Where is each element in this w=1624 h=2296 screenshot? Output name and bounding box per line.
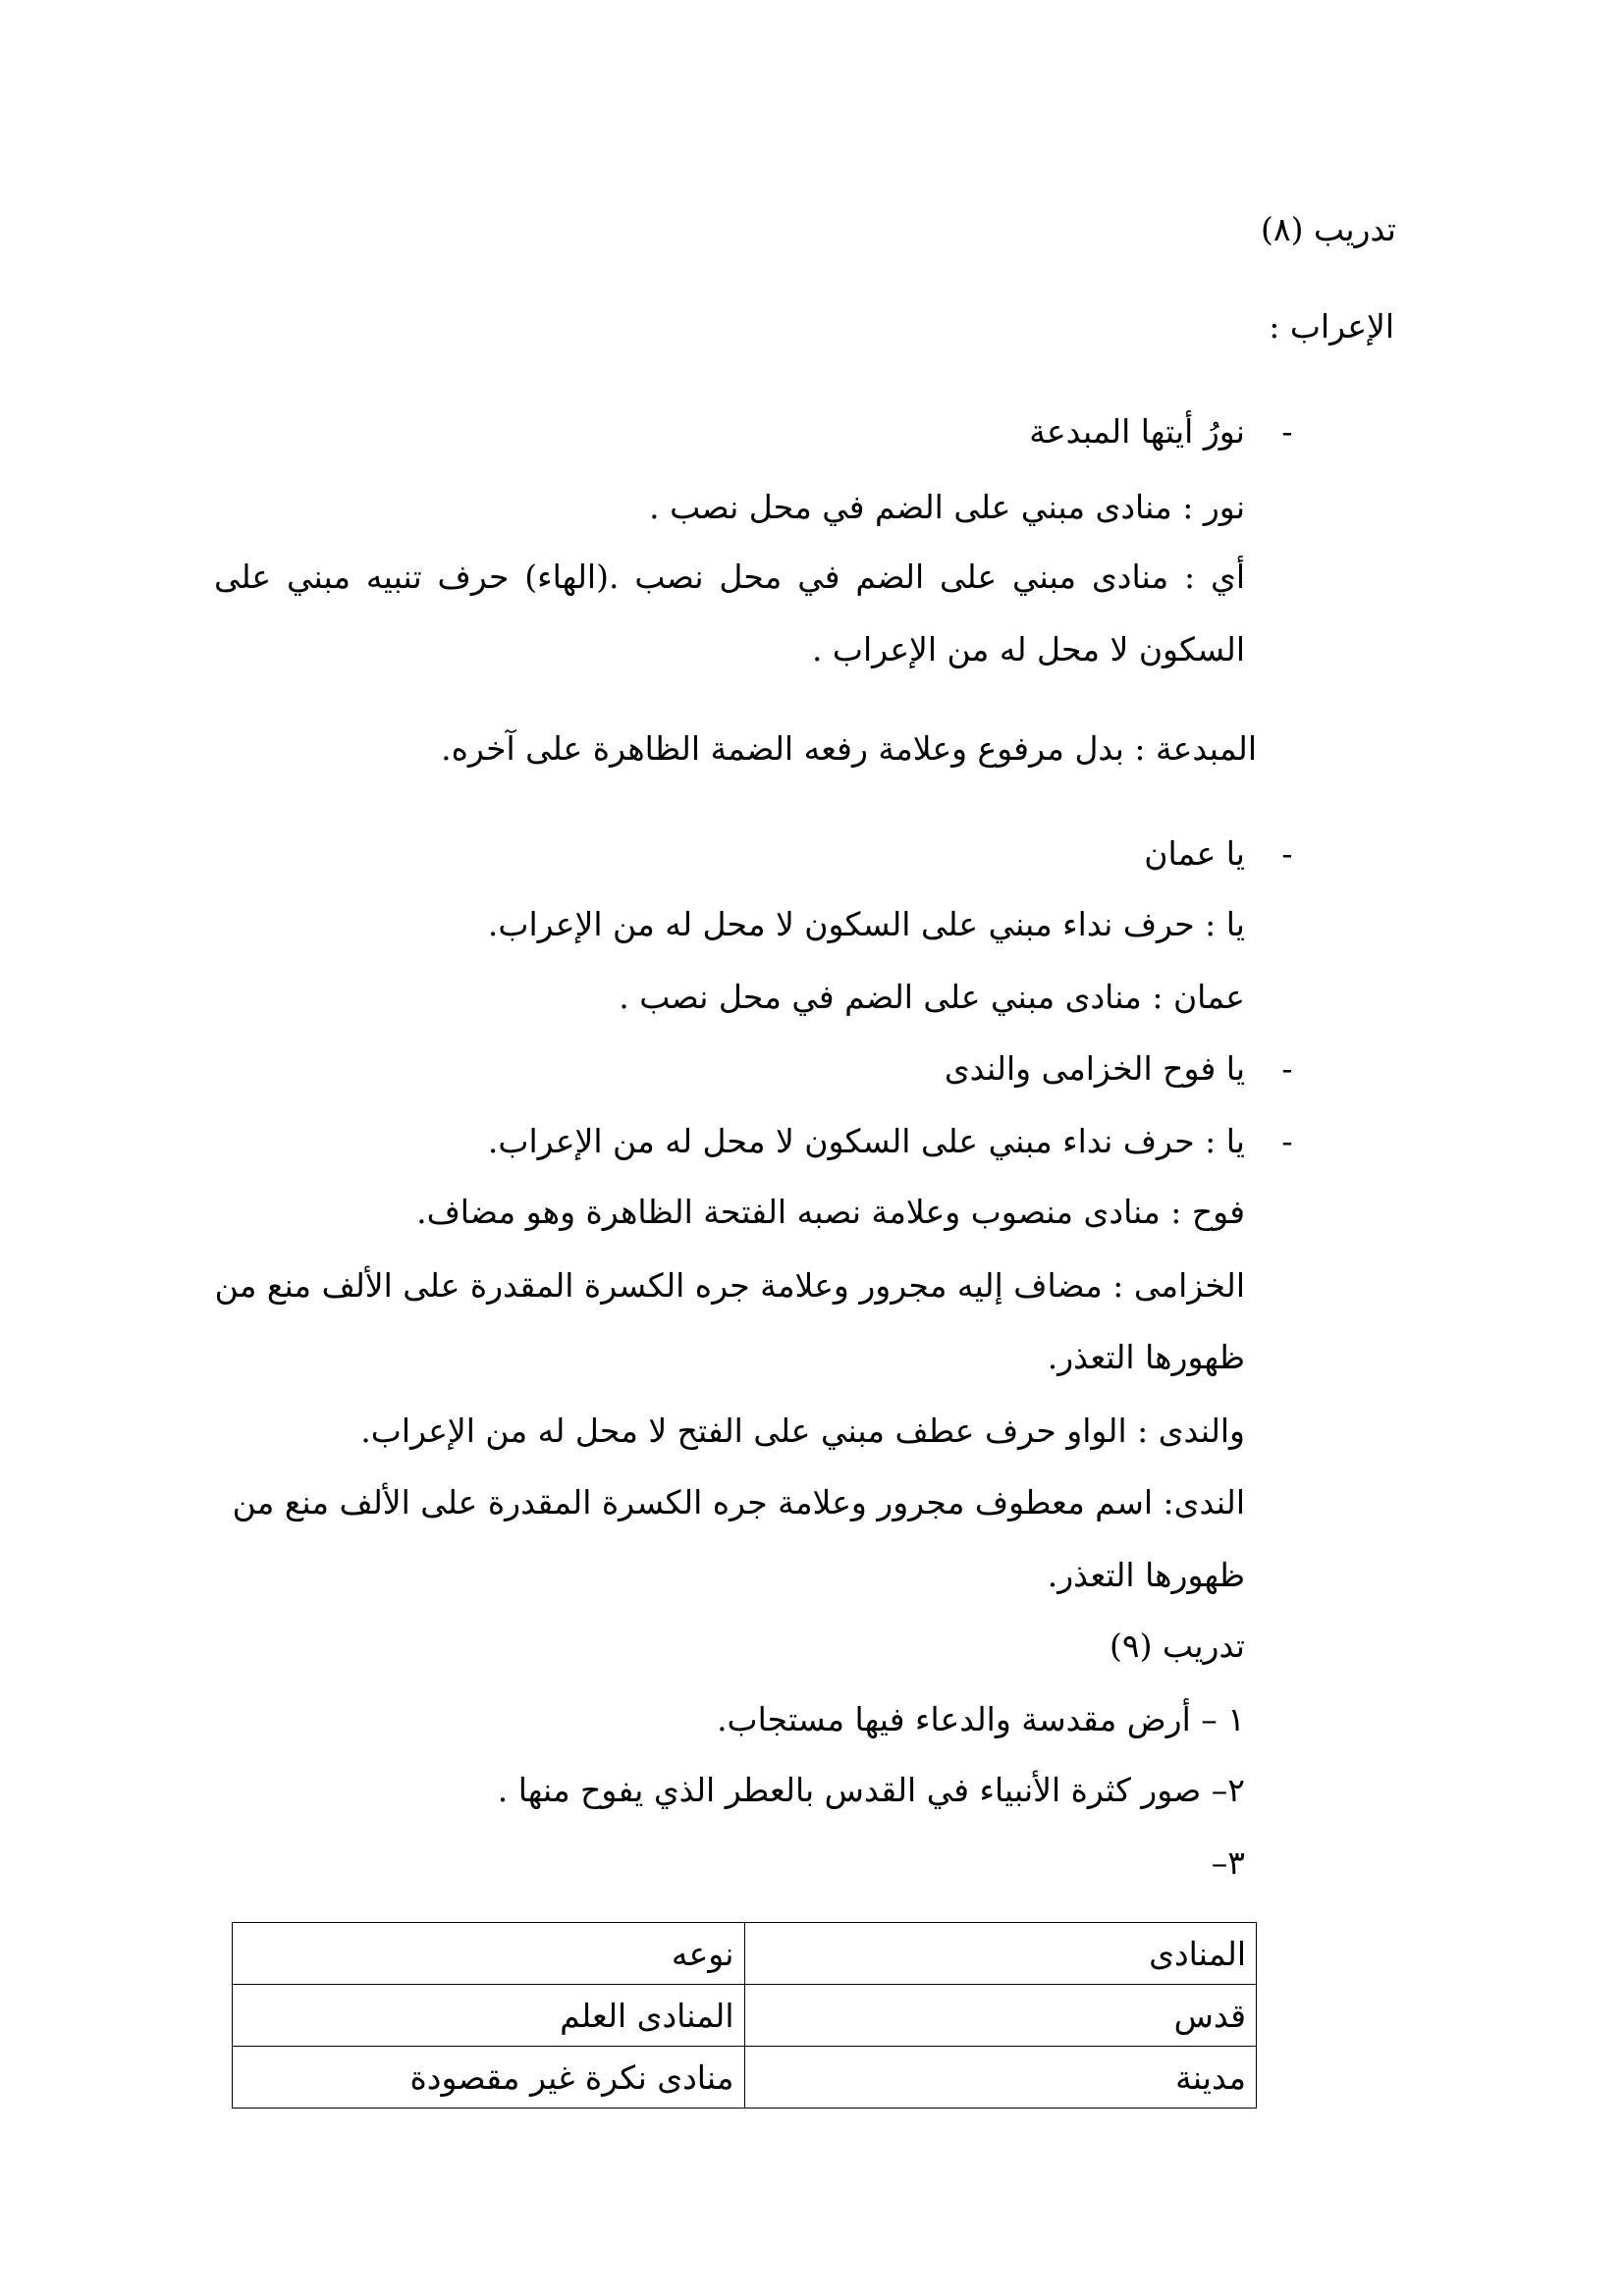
training8-title: تدريب (٨) (1260, 210, 1396, 248)
bullet-marker: - (1281, 834, 1293, 873)
table-header-cell: نوعه (233, 1923, 745, 1985)
item4-heading: يا : حرف نداء مبني على السكون لا محل له من الإعراب. (487, 1122, 1245, 1160)
table-row (233, 1985, 1257, 2047)
item4-line3: ظهورها التعذر. (1047, 1338, 1245, 1376)
item1-line4: المبدعة : بدل مرفوع وعلامة رفعه الضمة الظاهرة على آخره. (441, 729, 1257, 768)
training9-q3: ٣– (1211, 1843, 1245, 1882)
item4-line6: ظهورها التعذر. (1047, 1556, 1245, 1594)
training9-q2: ٢– صور كثرة الأنبياء في القدس بالعطر الذي يفوح منها . (497, 1771, 1245, 1809)
item3-heading: يا فوح الخزامى والندى (944, 1049, 1245, 1088)
training9-title: تدريب (٩) (1109, 1627, 1245, 1665)
training9-q1: ١ – أرض مقدسة والدعاء فيها مستجاب. (717, 1700, 1245, 1738)
table-cell: المنادى العلم (233, 1985, 745, 2047)
item4-line2: الخزامى : مضاف إليه مجرور وعلامة جره الكسرة المقدرة على الألف منع من (214, 1266, 1245, 1305)
bullet-marker: - (1281, 412, 1293, 451)
table-cell: قدس (744, 1985, 1257, 2047)
munada-table (232, 1922, 1257, 2109)
item4-line1: فوح : منادى منصوب وعلامة نصبه الفتحة الظاهرة وهو مضاف. (416, 1193, 1245, 1231)
table-header-cell: المنادى (744, 1923, 1257, 1985)
training8-subtitle: الإعراب : (1269, 307, 1394, 346)
item4-line5: الندى: اسم معطوف مجرور وعلامة جره الكسرة المقدرة على الألف منع من (232, 1483, 1245, 1522)
item2-heading: يا عمان (1144, 834, 1245, 873)
bullet-marker: - (1281, 1122, 1293, 1160)
item1-line1: نور : منادى مبني على الضم في محل نصب . (649, 488, 1245, 526)
table-cell: منادى نكرة غير مقصودة (233, 2047, 745, 2109)
item1-line3: السكون لا محل له من الإعراب . (811, 630, 1245, 668)
item1-line2: أي : منادى مبني على الضم في محل نصب .(الهاء) حرف تنبيه مبني على (214, 558, 1246, 596)
table-cell: مدينة (744, 2047, 1257, 2109)
table-row (233, 2047, 1257, 2109)
item2-line1: يا : حرف نداء مبني على السكون لا محل له من الإعراب. (487, 905, 1245, 943)
item1-heading: نورُ أيتها المبدعة (1029, 412, 1245, 451)
table-header-row (233, 1923, 1257, 1985)
bullet-marker: - (1281, 1049, 1293, 1088)
item2-line2: عمان : منادى مبني على الضم في محل نصب . (619, 978, 1245, 1016)
item4-line4: والندى : الواو حرف عطف مبني على الفتح لا محل له من الإعراب. (360, 1412, 1245, 1450)
